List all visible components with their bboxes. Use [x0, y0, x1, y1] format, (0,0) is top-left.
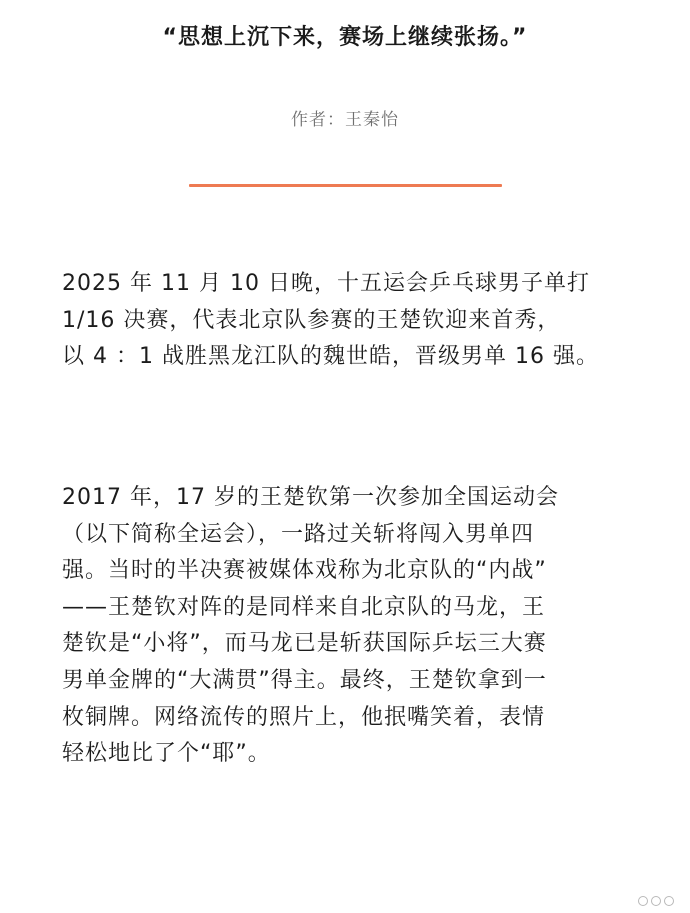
paragraph-line: 楚钦是“小将”，而马龙已是斩获国际乒坛三大赛 — [62, 631, 547, 657]
paragraph-line: ——王楚钦对阵的是同样来自北京队的马龙，王 — [62, 594, 546, 620]
article-paragraph-1 — [62, 266, 642, 376]
article-paragraph-2 — [62, 480, 642, 773]
article-author: 作者：王秦怡 — [291, 110, 399, 130]
watermark-circle — [664, 896, 674, 906]
paragraph-line: 2017 年，17 岁的王楚钦第一次参加全国运动会 — [62, 485, 559, 510]
weibo-watermark-icon — [638, 895, 680, 907]
paragraph-line: （以下简称全运会），一路过关斩将闯入男单四 — [62, 521, 535, 547]
title-divider — [189, 184, 502, 187]
watermark-circle — [638, 896, 648, 906]
paragraph-line: 强。当时的半决赛被媒体戏称为北京队的“内战” — [62, 558, 547, 584]
paragraph-line: 2025 年 11 月 10 日晚，十五运会乒乓球男子单打 — [62, 271, 590, 296]
watermark-circle — [651, 896, 661, 906]
paragraph-line: 以 4 ：1 战胜黑龙江队的魏世皓，晋级男单 16 强。 — [62, 344, 599, 370]
paragraph-line: 1/16 决赛，代表北京队参赛的王楚钦迎来首秀， — [62, 307, 561, 333]
paragraph-line: 枚铜牌。网络流传的照片上，他抿嘴笑着，表情 — [62, 704, 546, 730]
paragraph-line: 男单金牌的“大满贯”得主。最终，王楚钦拿到一 — [62, 667, 547, 693]
article-title: “思想上沉下来，赛场上继续张扬。” — [162, 25, 528, 50]
paragraph-line: 轻松地比了个“耶”。 — [62, 741, 271, 767]
